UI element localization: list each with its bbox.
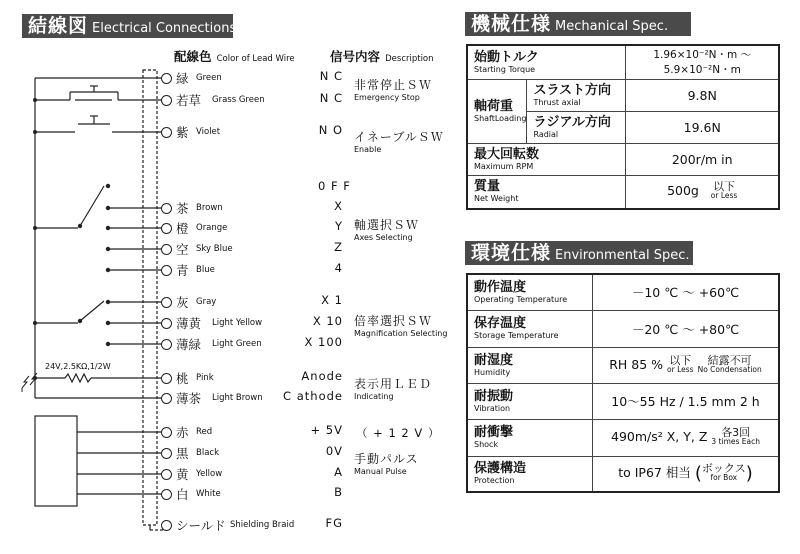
terminal-circle (161, 297, 172, 308)
terminal-circle (161, 223, 172, 234)
terminal-circle (161, 489, 172, 500)
mass-note (710, 180, 738, 201)
block-jp: 軸選択ＳＷ (354, 218, 420, 232)
wire-color-jp: 黒 (176, 446, 189, 461)
note-jp: 各3回 (721, 426, 751, 439)
env-row (467, 456, 779, 492)
label-en: Shock (474, 440, 499, 449)
wire-signal: N O (318, 123, 343, 137)
terminal-circle (161, 393, 172, 404)
wire-signal: B (334, 485, 343, 499)
terminal-circle (161, 469, 172, 480)
wire-signal: N C (319, 91, 343, 105)
wire-color-en: Light Yellow (212, 318, 263, 328)
note-en: for Box (710, 473, 738, 483)
block-en: Manual Pulse (354, 467, 407, 476)
terminal-circle (161, 339, 172, 350)
label-jp: 始動トルク (474, 49, 539, 65)
mechanical-title-en: Mechanical Spec. (555, 19, 669, 34)
mechanical-title-jp: 機械仕様 (471, 13, 552, 35)
environmental-title-jp: 環境仕様 (471, 242, 552, 264)
wire-color-jp: 桃 (176, 371, 189, 386)
label-jp: 軸荷重 (474, 98, 514, 114)
wire-color-jp: 紫 (176, 125, 189, 140)
label-en: Thrust axial (533, 97, 581, 107)
terminal-circle (161, 265, 172, 276)
block-jp: 手動パルス (354, 452, 419, 466)
resistor-label: 24V,2.5KΩ,1/2W (45, 362, 111, 371)
operating-temp-value: －10 ℃ ～ +60℃ (593, 274, 780, 310)
humidity-value: RH 85 % (609, 356, 664, 372)
wire-signal: Z (334, 240, 343, 254)
wire-color-en: Grass Green (212, 95, 265, 105)
wire-color-jp: 黄 (176, 467, 189, 482)
terminal-circle (161, 95, 172, 106)
block-jp: 倍率選択ＳＷ (354, 314, 433, 328)
terminal-circle (161, 244, 172, 255)
rpm-label (467, 143, 626, 175)
storage-temp-value: －20 ℃ ～ +80℃ (593, 310, 780, 347)
wire-color-en: Shielding Braid (230, 520, 295, 530)
env-label (467, 456, 593, 492)
block-emergency-stop (354, 76, 432, 102)
protection-value: to IP67 相当 (618, 465, 691, 481)
terminal-circle (161, 127, 172, 138)
wire-color-jp: 緑 (176, 71, 189, 86)
off-label: 0 F F (318, 179, 351, 193)
env-row (467, 419, 779, 456)
label-en: Radial (533, 129, 559, 139)
wire-color-en: Light Brown (212, 393, 263, 403)
humidity-value-cell (593, 347, 780, 383)
label-en: Starting Torque (474, 64, 536, 74)
shock-note (711, 426, 760, 446)
note-en: 3 times Each (711, 437, 760, 446)
torque-label (467, 45, 626, 79)
label-en: ShaftLoading (474, 113, 527, 123)
block-jp: 表示用ＬＥＤ (354, 377, 433, 391)
radial-value: 19.6N (626, 111, 779, 143)
mass-row (467, 175, 779, 209)
load-label (467, 79, 527, 143)
block-jp: 非常停止ＳＷ (354, 78, 433, 92)
env-label (467, 274, 593, 310)
signal-header-jp: 信号内容 (330, 49, 381, 64)
torque-row (467, 45, 779, 79)
plus12-label: （ + 1 2 V ） (356, 426, 441, 440)
label-en: Operating Temperature (474, 294, 568, 304)
mass-value-cell (626, 175, 779, 209)
block-indicating-led (354, 375, 432, 401)
label-jp: 耐湿度 (474, 352, 514, 368)
rpm-row (467, 143, 779, 175)
env-row (467, 383, 779, 419)
label-en: Protection (474, 476, 515, 486)
wire-color-en: Black (196, 448, 219, 458)
protection-note (701, 462, 746, 483)
protection-value-cell: to IP67 相当 (ボックス for Box ) (593, 456, 780, 492)
block-magnification (354, 312, 447, 338)
env-label (467, 347, 593, 383)
wire-signal: X 10 (312, 314, 343, 328)
label-jp: 耐振動 (474, 388, 514, 404)
wire-color-jp: 赤 (176, 425, 189, 440)
environmental-title-en: Environmental Spec. (555, 248, 690, 263)
label-en: Humidity (474, 367, 511, 377)
mechanical-table (466, 44, 780, 210)
wire-color-jp: 空 (176, 242, 189, 257)
label-jp: 最大回転数 (474, 146, 540, 162)
note-jp: 以下 (669, 353, 692, 367)
label-jp: ラジアル方向 (533, 114, 611, 130)
env-label (467, 310, 593, 347)
signal-header-en: Description (385, 54, 434, 64)
wiring-header (22, 14, 237, 38)
wiring-title-jp: 結線図 (28, 15, 89, 37)
vibration-value: 10～55 Hz / 1.5 mm 2 h (593, 383, 780, 419)
wire-signal: Y (334, 219, 343, 233)
env-row (467, 347, 779, 383)
wire-color-en: Gray (196, 297, 217, 307)
environmental-header (465, 241, 693, 265)
wire-signal: FG (325, 516, 343, 530)
mass-label (467, 175, 626, 209)
block-axes-selecting (354, 216, 419, 242)
wire-color-jp: 灰 (176, 295, 189, 310)
wire-color-jp: 白 (176, 487, 189, 502)
note-jp: 以下 (713, 180, 736, 194)
wire-color-jp: 茶 (176, 201, 189, 216)
label-en: Maximum RPM (474, 161, 534, 171)
thrust-value: 9.8N (626, 79, 779, 111)
wire-color-en: Red (196, 427, 213, 437)
label-jp: スラスト方向 (533, 82, 612, 98)
label-jp: 質量 (474, 179, 501, 195)
note-en: No Condensation (697, 364, 762, 374)
wire-color-jp: 薄茶 (176, 391, 202, 406)
wire-color-en: Green (196, 73, 222, 83)
shock-value-cell (593, 419, 780, 456)
wire-signal: 4 (334, 261, 343, 275)
label-jp: 保存温度 (474, 316, 527, 331)
terminal-circle (161, 427, 172, 438)
terminal-circle (161, 520, 172, 531)
env-label (467, 383, 593, 419)
label-jp: 耐衝撃 (474, 425, 514, 440)
label-en: Vibration (474, 403, 511, 413)
mechanical-header (465, 12, 691, 36)
note-jp: ボックス (701, 462, 746, 476)
wire-signal: A (334, 465, 343, 479)
wire-signal: 0V (325, 444, 343, 458)
wire-color-en: Violet (196, 127, 221, 137)
note-en: or Less (710, 191, 738, 201)
wire-color-jp: 薄緑 (176, 337, 202, 352)
wire-color-en: Orange (196, 223, 228, 233)
wire-color-en: Yellow (196, 469, 223, 479)
note-jp: 結露不可 (707, 353, 752, 367)
terminal-circle (161, 373, 172, 384)
block-enable (354, 128, 444, 154)
wire-signal: X 100 (304, 335, 343, 349)
wire-color-jp: 青 (176, 263, 189, 278)
block-en: Emergency Stop (354, 93, 420, 102)
wire-color-jp: 橙 (176, 221, 189, 236)
block-en: Magnification Selecting (354, 329, 448, 338)
torque-value: 1.96×10⁻²N・m ～5.9×10⁻²N・m (626, 45, 779, 79)
thrust-label (527, 79, 626, 111)
terminal-circle (161, 318, 172, 329)
block-manual-pulse (354, 450, 419, 476)
environmental-table (466, 273, 780, 493)
wire-signal: X 1 (321, 293, 343, 307)
wire-signal: Anode (301, 369, 343, 383)
wire-color-en: Pink (196, 373, 214, 383)
wire-color-en: Sky Blue (196, 244, 233, 254)
block-en: Indicating (354, 392, 394, 401)
env-row (467, 274, 779, 310)
wire-signal: + 5V (310, 423, 343, 437)
block-jp: イネーブルＳＷ (354, 130, 444, 144)
block-en: Axes Selecting (354, 233, 413, 242)
mass-value: 500g (667, 183, 699, 199)
label-jp: 動作温度 (474, 279, 527, 295)
color-header-jp: 配線色 (174, 49, 212, 64)
wire-color-jp: 若草 (176, 93, 202, 108)
wire-color-en: Light Green (212, 339, 262, 349)
terminal-circle (161, 448, 172, 459)
terminal-circle (161, 73, 172, 84)
humidity-note2 (697, 353, 762, 374)
env-label (467, 419, 593, 456)
label-en: Net Weight (474, 194, 519, 204)
wire-signal: C athode (283, 389, 343, 403)
block-en: Enable (354, 145, 382, 154)
terminal-circle (161, 203, 172, 214)
wire-color-en: Brown (196, 203, 223, 213)
thrust-row (467, 79, 779, 111)
wire-color-jp: シールド (176, 518, 226, 533)
note-en: or Less (667, 364, 694, 374)
wire-color-en: White (196, 489, 221, 499)
humidity-note1 (667, 353, 694, 374)
shock-value: 490m/s² X, Y, Z (611, 429, 708, 444)
label-en: Storage Temperature (474, 331, 559, 340)
wire-color-en: Blue (196, 265, 215, 275)
label-jp: 保護構造 (474, 461, 527, 477)
color-header-en: Color of Lead Wire (216, 54, 295, 64)
radial-label (527, 111, 626, 143)
wiring-title-en: Electrical Connections (92, 21, 237, 36)
wire-color-jp: 薄黄 (176, 316, 202, 331)
color-column-header (174, 46, 295, 65)
rpm-value: 200r/m in (626, 143, 779, 175)
wire-signal: X (334, 199, 343, 213)
signal-column-header (330, 46, 434, 65)
wire-signal: N C (319, 69, 343, 83)
env-row (467, 310, 779, 347)
